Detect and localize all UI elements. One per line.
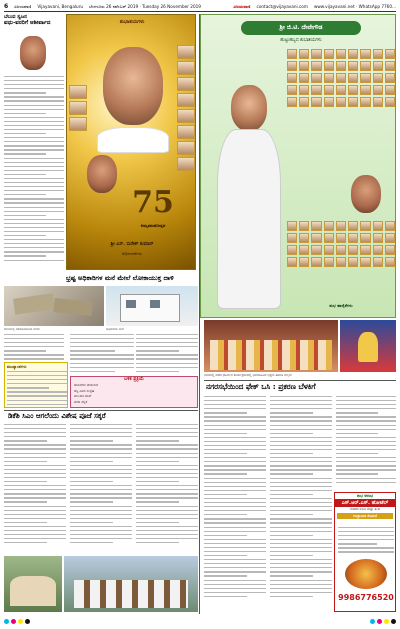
lokayukta-body-col1 (4, 334, 64, 362)
info-box-item: ಮುಂದಿನ ತನಿಖೆ (74, 394, 92, 399)
reporter-photo (20, 36, 46, 70)
honoree-shirt (97, 127, 169, 153)
info-box-item: ದಾಖಲೆಗಳ ಪರಿಶೀಲನೆ (74, 383, 98, 387)
left-story (4, 14, 64, 264)
fake-oc-body-col3 (336, 396, 396, 490)
deity-photo (340, 320, 396, 372)
anniversary-ad-subcaption: ಅಭಿನಂದನೆಗಳು (122, 251, 142, 256)
page-number: 6 (4, 3, 9, 10)
secondary-portrait (87, 155, 117, 193)
lokayukta-headline: ಭ್ರಷ್ಟ ಅಧಿಕಾರಿಗಳ ಮನೆ ಮೇಲೆ ಲೋಕಾಯುಕ್ತ ದಾಳಿ (66, 274, 174, 282)
lokayukta-body-col2 (70, 334, 134, 376)
leader-figure (217, 129, 281, 309)
left-story-body (4, 76, 64, 262)
issue-date: ಬೆಂಗಳೂರು 26 ನವೆಂಬರ್ 2019 · Tuesday 26 November 2019 (89, 4, 201, 9)
fake-oc-body-col1 (204, 396, 266, 614)
ad-right-thumbs (177, 45, 195, 171)
cash-photo-caption: ದಾಳಿಯಲ್ಲಿ ವಶಪಡಿಸಿಕೊಂಡ ನಗದು (4, 327, 40, 331)
ad-left-thumbs (69, 85, 87, 131)
cash-photo (4, 286, 104, 326)
hotel-ad-phone[interactable]: 9986776520 (338, 593, 394, 602)
web-address[interactable]: www.vijayavani.net · WhatsApp 7760... (313, 4, 396, 9)
puja-photo-2 (64, 556, 198, 612)
info-box-title: ಬಳಿಕ ಪ್ರಕ್ರಿಯೆ (124, 377, 144, 382)
fake-oc-body-col2 (270, 396, 332, 614)
food-plate-image (345, 559, 387, 589)
info-box-item: ಆಸ್ತಿ ವಿವರ ಸಂಗ್ರಹ (74, 388, 95, 393)
info-box (70, 376, 198, 408)
birthday-ad-caption: ಶುಭ ಹಾರೈಕೆಗಳು (329, 303, 353, 308)
crowd-photo (204, 320, 338, 372)
house-photo (106, 286, 198, 326)
anniversary-ad-top-caption: ಶುಭಾಶಯಗಳು (119, 19, 145, 25)
supporters-grid-bottom (287, 221, 395, 267)
left-story-kicker: ಬೆಲುವ ಸ್ವಜನ (4, 14, 27, 20)
temple-caption: ನಗರದಲ್ಲಿ ನಡೆದ ಧಾರ್ಮಿಕ ಕಾರ್ಯಕ್ರಮದಲ್ಲಿ ಭಾಗವಹಿಸಿದ ಭಕ್ತರು ಹಾಗೂ ಗಣ್ಯರು (204, 373, 292, 377)
hotel-ad (334, 492, 396, 612)
section-name: ವಿಜಯವಾಣಿ (14, 4, 32, 9)
divider (204, 380, 396, 381)
side-box-title: ಮುಖ್ಯಾಂಶಗಳು (7, 364, 27, 369)
hotel-ad-top: ಶುಭ ಆರಂಭ (357, 493, 373, 498)
birthday-ad-greeting: ಹುಟ್ಟುಹಬ್ಬದ ಶುಭಾಶಯಗಳು (280, 38, 322, 43)
contact-email[interactable]: contact@vijayavani.com (256, 4, 308, 9)
house-photo-caption: ಅಧಿಕಾರಿಯ ಮನೆ (106, 327, 124, 331)
side-box (4, 362, 68, 408)
hotel-ad-name: ಎಸ್.ಆರ್.ಎಸ್. ಹೋಟೆಲ್ (335, 499, 395, 507)
left-story-headline: ವಧು-ವರರಿಗೆ ಆಶೀರ್ವಾದ (4, 20, 51, 26)
lokayukta-body-col3 (136, 334, 198, 376)
brand-name: ವಿಜಯವಾಣಿ (233, 4, 251, 9)
lokayukta-headline-row (66, 272, 198, 284)
puja-photo-1 (4, 556, 62, 612)
honoree-portrait (103, 47, 163, 125)
honoree-name: ಶ್ರೀ ಎಸ್. ಸುರೇಶ್ ಕುಮಾರ್ (110, 242, 154, 247)
birthday-ad (200, 14, 396, 318)
hotel-ad-sub: ರುಚಿಕರ ಊಟ ಮತ್ತು ತಿಂಡಿ (350, 507, 380, 511)
organiser-portrait (351, 175, 381, 213)
jubilee-number: 75 (132, 185, 174, 220)
info-box-list (71, 383, 197, 405)
hotel-ad-offer: ಉದ್ಘಾಟನಾ ಕೊಡುಗೆ (337, 513, 393, 519)
dk-body-col2 (70, 424, 132, 554)
print-registration-marks (4, 616, 396, 626)
anniversary-ad (66, 14, 196, 270)
info-box-item: ವರದಿ ಸಲ್ಲಿಕೆ (74, 399, 88, 404)
dk-body-col1 (4, 424, 66, 554)
dk-headline: ಡಿಕೆಶಿ ಸಿಎಂ ಆಗಲೆಂದು ವಿಶೇಷ ಪೂಜೆ ಸಕ್ಕರೆ (8, 412, 106, 420)
edition-name: Vijayavani, Bengaluru (37, 4, 84, 9)
fake-oc-headline: ನಗರಸಭೆಯಿಂದ ಫೇಕ್ ಒಸಿ : ಪ್ರಕರಣ ಬೆಳಕಿಗೆ (206, 382, 316, 391)
birthday-ad-title: ಶ್ರೀ ಜಿ.ಟಿ. ದೇವೇಗೌಡ (241, 21, 361, 35)
dk-body-col3 (136, 424, 198, 554)
masthead (4, 2, 396, 12)
leader-portrait (231, 85, 267, 131)
supporters-grid-top (287, 49, 395, 107)
jubilee-text: ಅಮೃತಮಹೋತ್ಸವ (140, 223, 166, 228)
column-divider (199, 14, 200, 614)
